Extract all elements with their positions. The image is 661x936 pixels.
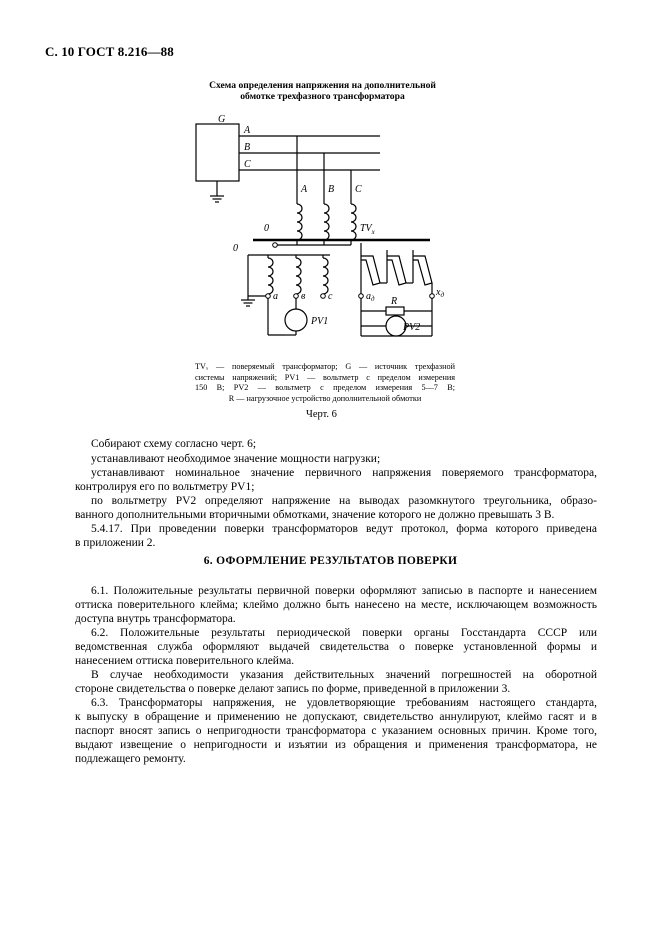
label-terminal-b: в [301,291,306,302]
body-line: ванного дополнительными вторичными обмотками, значение которого не должно превышать 3 В. [75,509,555,521]
body-line: устанавливают номинальное значение первичного напряжения поверяемого трансформатора, [91,467,597,479]
secondary-coil-a [268,258,273,294]
terminal-b[interactable] [294,294,299,299]
section-line: паспорт вносят запись о непригодности трансформатора с указанием основных причин. Кроме того, [75,725,597,737]
body-line: в приложении 2. [75,537,156,549]
section-line: подлежащего ремонту. [75,753,186,765]
label-terminal-a: a [273,291,278,302]
page-header: С. 10 ГОСТ 8.216—88 [45,44,174,59]
terminal-a[interactable] [266,294,271,299]
voltmeter-pv1 [285,309,307,331]
label-aux-terminal: $a_д$ [366,291,375,303]
aux-coil-2 [387,256,406,285]
aux-coil-3 [413,256,432,285]
label-primary-neutral: 0 [264,223,269,234]
section-line: доступа внутрь трансформатора. [75,613,236,625]
section-line: 6.3. Трансформаторы напряжения, не удовлетворяющие требованиям настоящего стандарта, [91,697,597,709]
section-line: ведомственная служба оформляют выдачей свидетельства о поверке установленной формы и [75,641,597,653]
section-line: оттиска поверительного клейма; клеймо должно быть нанесено на месте, исключающем возможность [75,599,597,611]
aux-coil-1 [361,256,380,285]
secondary-ground-icon [241,300,255,306]
section-line: нанесением оттиска поверительного клейма. [75,655,295,667]
legend-line: 150 В; PV2 — вольтметр с пределом измерения 5—7 В; [195,383,455,393]
label-terminal-c: c [328,291,333,302]
body-line: Собирают схему согласно черт. 6; [91,438,257,450]
body-line: контролируя его по вольтметру PV1; [75,481,255,493]
section-title: 6. ОФОРМЛЕНИЕ РЕЗУЛЬТАТОВ ПОВЕРКИ [203,555,458,567]
label-winding-b: B [328,184,335,195]
terminal-c[interactable] [321,294,326,299]
label-phase-c: C [244,159,251,170]
source-ground-icon [210,196,224,202]
legend-line: TVₓ — поверяемый трансформатор; G — источник трехфазной [195,362,455,371]
figure-title-line-2: обмотке трехфазного трансформатора [240,91,405,102]
body-line: устанавливают необходимое значение мощности нагрузки; [91,453,381,465]
primary-coil-a [297,204,302,240]
legend-line: R — нагрузочное устройство дополнительной обмотки [228,393,422,403]
secondary-coil-b [296,258,301,294]
terminal-aux-a[interactable] [359,294,364,299]
section-line: 6.1. Положительные результаты первичной поверки оформляют записью в паспорте и нанесением [91,585,597,597]
body-line: по вольтметру PV2 определяют напряжение на выводах разомкнутого треугольника, образо- [91,495,597,507]
label-resistor: R [391,296,398,307]
legend-line: системы напряжений; PV1 — вольтметр с пределом измерения [195,372,455,382]
label-pv2: PV2 [403,322,421,333]
primary-coil-c [351,204,356,240]
source-box [196,124,239,181]
section-line: выдают извещение о непригодности и изъятии из обращения и применения трансформатора, не [75,739,597,751]
circuit-diagram [0,0,661,360]
body-line: 5.4.17. При проведении поверки трансформаторов ведут протокол, форма которого приведена [91,523,597,535]
label-secondary-neutral: 0 [233,243,238,254]
section-line: стороне свидетельства о поверке делают запись по форме, приведенной в приложении 3. [75,683,511,695]
label-transformer: $TV_x$ [360,223,375,236]
terminal-primary-neutral[interactable] [273,243,278,248]
label-winding-c: C [355,184,362,195]
figure-title-line-1: Схема определения напряжения на дополнительной [209,80,436,91]
label-winding-a: A [301,184,308,195]
label-aux-x: $x_д$ [436,287,444,299]
secondary-coil-c [323,258,328,294]
terminal-aux-x[interactable] [430,294,435,299]
label-phase-b: B [244,142,251,153]
section-line: 6.2. Положительные результаты периодической поверки органы Госстандарта СССР или [91,627,597,639]
label-pv1: PV1 [311,316,329,327]
label-source: G [218,114,226,125]
figure-caption: Черт. 6 [306,409,337,420]
primary-coil-b [324,204,329,240]
section-line: к выпуску в обращение и применению не допускают, свидетельство аннулируют, клеймо гасят и в [75,711,597,723]
section-line: В случае необходимости указания действительных значений погрешностей на оборотной [91,669,597,681]
resistor-r [386,307,404,315]
label-phase-a: A [244,125,251,136]
